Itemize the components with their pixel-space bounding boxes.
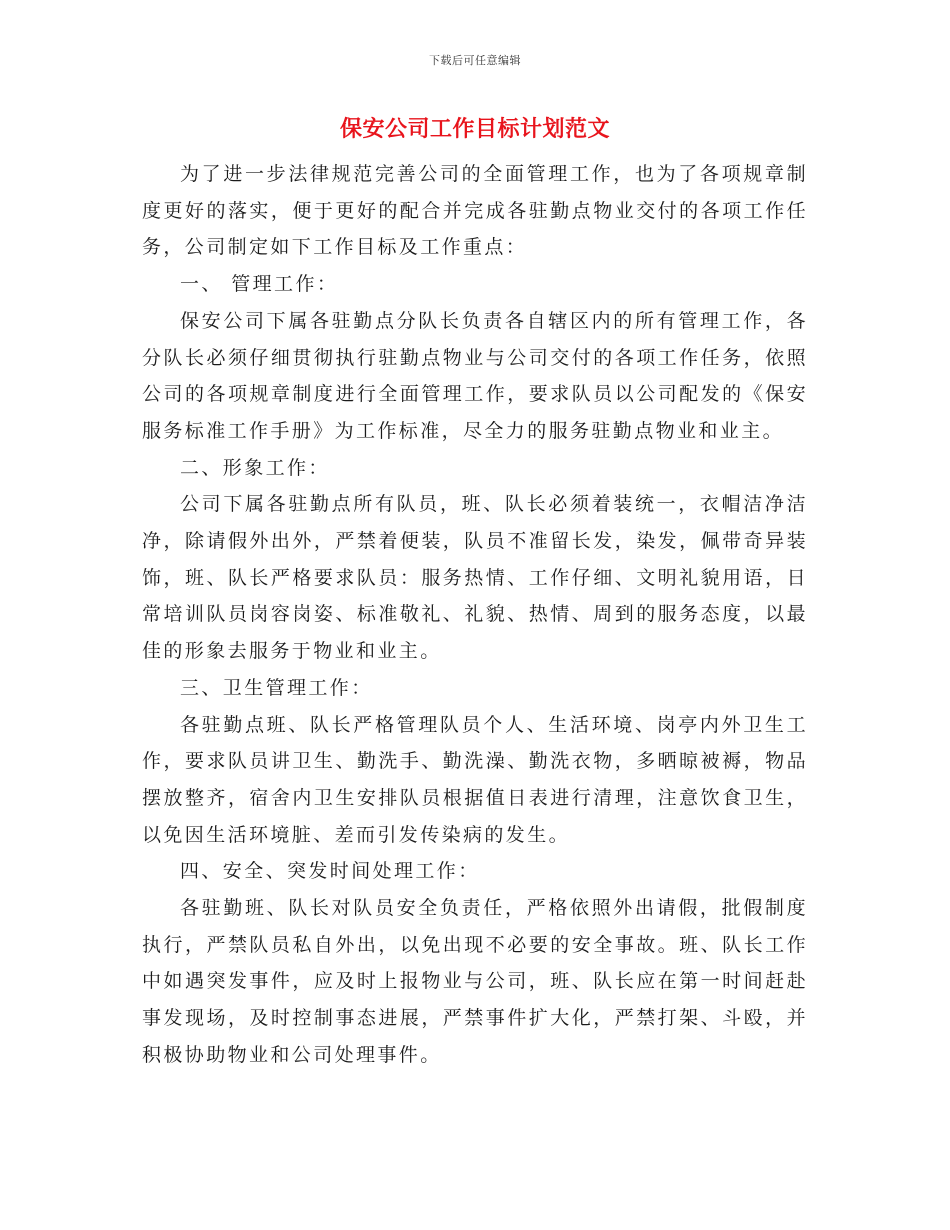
section-heading-management: 一、 管理工作： — [180, 273, 339, 296]
section-heading-safety: 四、安全、突发时间处理工作： — [180, 860, 480, 883]
intro-paragraph: 为了进一步法律规范完善公司的全面管理工作，也为了各项规章制度更好的落实，便于更好的配合并完成各驻勤点物业交付的各项工作任务，公司制定如下工作目标及工作重点： — [142, 163, 808, 259]
section-heading-image: 二、形象工作： — [180, 456, 330, 479]
section-heading-hygiene: 三、卫生管理工作： — [180, 676, 373, 699]
section-text-safety: 各驻勤班、队长对队员安全负责任，严格依照外出请假，批假制度执行，严禁队员私自外出，以免出现不必要的安全事故。班、队长工作中如遇突发事件，应及时上报物业与公司，班、队长应在第一时间赶赴事发现场，及时控制事态进展，严禁事件扩大化，严禁打架、斗殴，并积极协助物业和公司处理事件。 — [142, 897, 808, 1066]
section-text-management: 保安公司下属各驻勤点分队长负责各自辖区内的所有管理工作，各分队长必须仔细贯彻执行驻勤点物业与公司交付的各项工作任务，依照公司的各项规章制度进行全面管理工作，要求队员以公司配发的《保安服务标准工作手册》为工作标准，尽全力的服务驻勤点物业和业主。 — [142, 309, 808, 442]
section-text-hygiene: 各驻勤点班、队长严格管理队员个人、生活环境、岗亭内外卫生工作，要求队员讲卫生、勤洗手、勤洗澡、勤洗衣物，多晒晾被褥，物品摆放整齐，宿舍内卫生安排队员根据值日表进行清理，注意饮食卫生，以免因生活环境脏、差而引发传染病的发生。 — [142, 713, 808, 846]
page-header-note: 下载后可任意编辑 — [429, 54, 521, 67]
section-text-image: 公司下属各驻勤点所有队员，班、队长必须着装统一，衣帽洁净洁净，除请假外出外，严禁着便装，队员不准留长发，染发，佩带奇异装饰，班、队长严格要求队员：服务热情、工作仔细、文明礼貌用语，日常培训队员岗容岗姿、标准敬礼、礼貌、热情、周到的服务态度，以最佳的形象去服务于物业和业主。 — [142, 493, 808, 663]
document-body — [142, 156, 808, 1074]
document-title: 保安公司工作目标计划范文 — [339, 116, 610, 142]
